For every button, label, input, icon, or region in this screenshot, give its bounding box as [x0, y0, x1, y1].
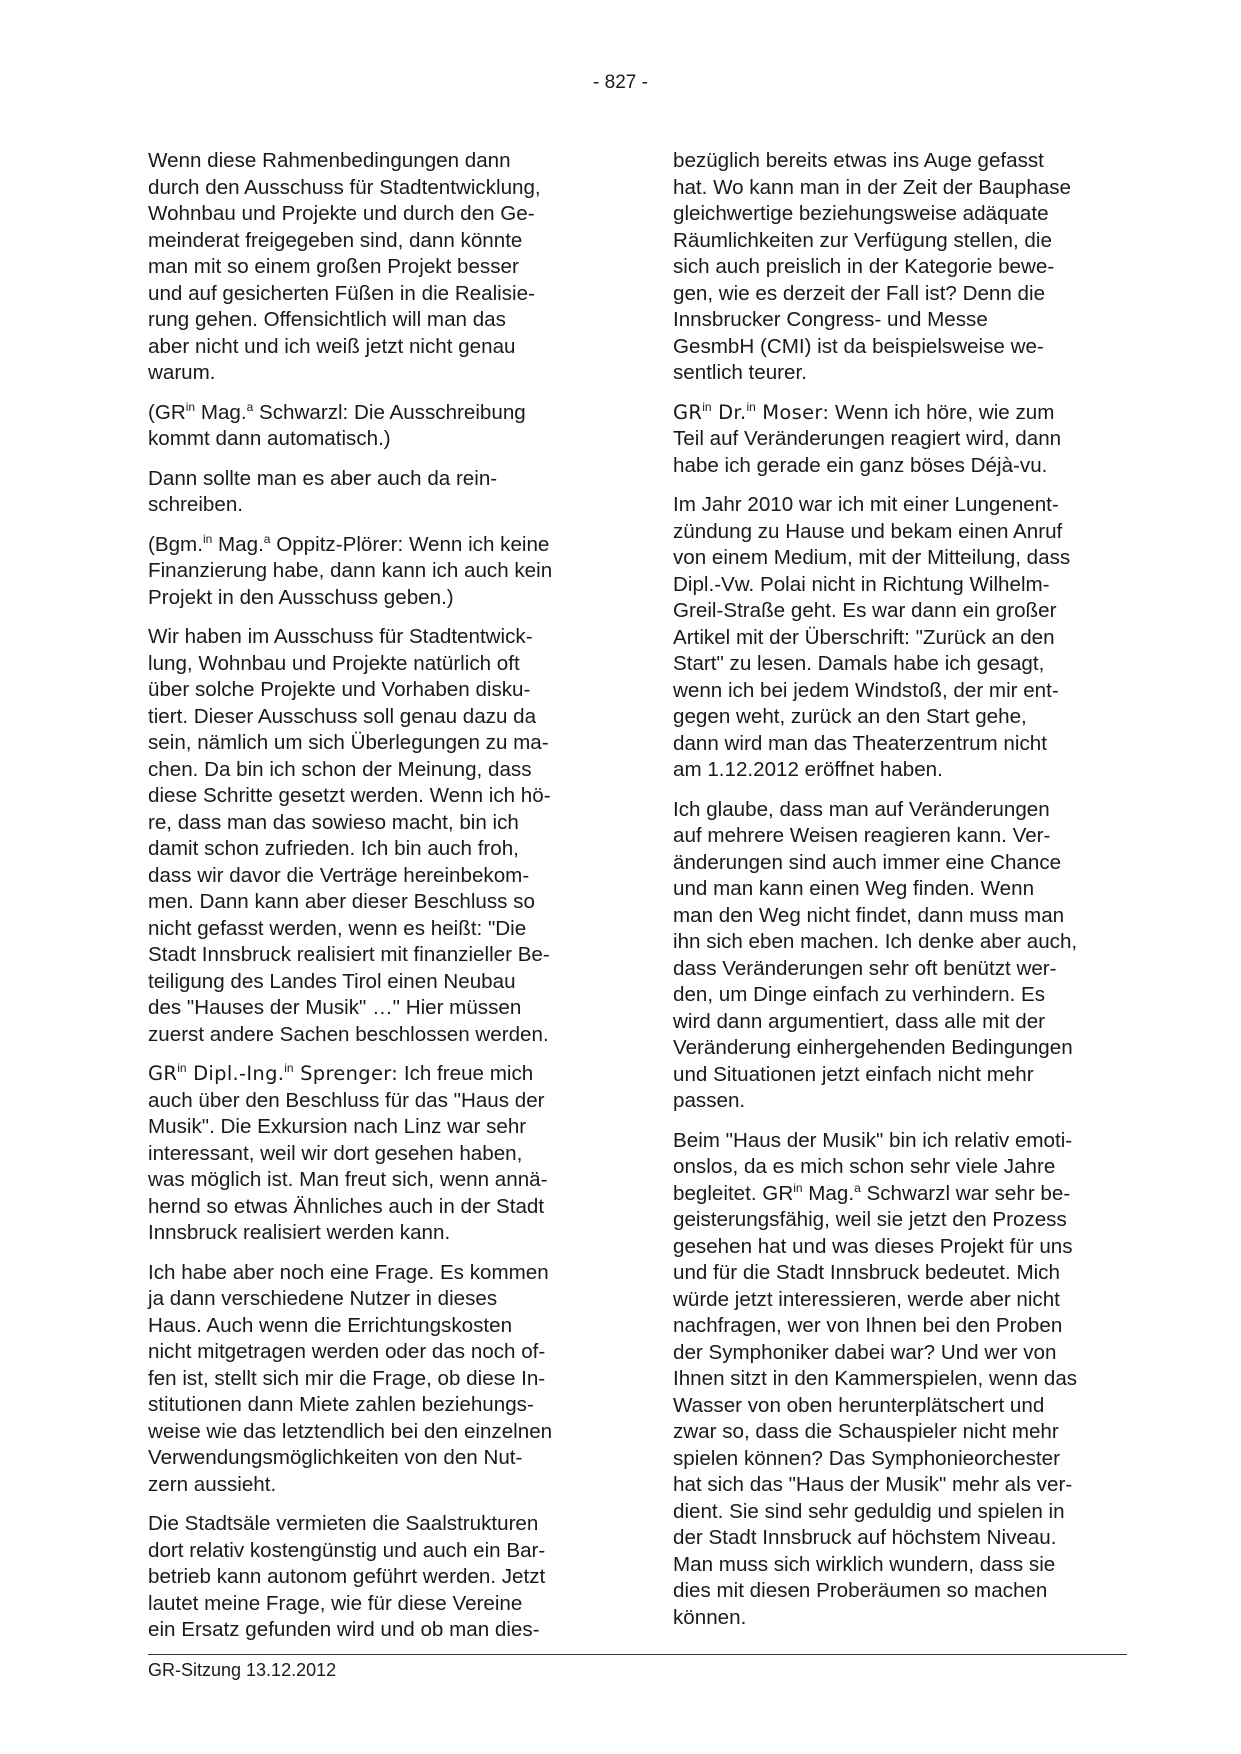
paragraph-line: durch den Ausschuss für Stadtentwicklung,	[148, 175, 541, 199]
paragraph-line: hat. Wo kann man in der Zeit der Bauphase	[673, 175, 1071, 199]
paragraph-line: nachfragen, wer von Ihnen bei den Proben	[673, 1314, 1063, 1337]
speaker-title: (Bgm.	[148, 532, 203, 556]
title-superscript: in	[177, 1061, 187, 1075]
paragraph-line: zern aussieht.	[148, 1472, 277, 1496]
paragraph-line: auch über den Beschluss für das "Haus der	[148, 1088, 545, 1112]
paragraph-line: dies mit diesen Proberäumen so machen	[673, 1579, 1048, 1602]
paragraph-line: kommt dann automatisch.)	[148, 427, 391, 450]
title-superscript: in	[284, 1061, 294, 1075]
paragraph-line: nicht mitgetragen werden oder das noch of-	[148, 1340, 546, 1363]
paragraph	[673, 1128, 1133, 1632]
paragraph-line: der Symphoniker dabei war? Und wer von	[673, 1340, 1057, 1364]
paragraph-line: ja dann verschiedene Nutzer in dieses	[148, 1287, 498, 1310]
paragraph-line: sein, nämlich um sich Überlegungen zu ma-	[148, 731, 549, 754]
paragraph	[148, 1260, 604, 1499]
paragraph-line: zuerst andere Sachen beschlossen werden.	[148, 1022, 549, 1046]
paragraph-line: hernd so etwas Ähnliches auch in der Stadt	[148, 1194, 545, 1218]
paragraph-line: von einem Medium, mit der Mitteilung, dass	[673, 546, 1071, 569]
title-superscript: a	[263, 531, 271, 546]
speech-text: Schwarzl: Die Ausschreibung	[253, 400, 526, 424]
paragraph-line: Verwendungsmöglichkeiten von den Nut-	[148, 1446, 523, 1469]
paragraph-line	[148, 400, 604, 427]
paragraph-line: weise wie das letztendlich bei den einzelnen	[148, 1419, 553, 1443]
speaker-name: Moser:	[755, 400, 830, 424]
paragraph-line: stitutionen dann Miete zahlen beziehungs-	[148, 1393, 534, 1416]
paragraph-line: hat sich das "Haus der Musik" mehr als ver-	[673, 1473, 1073, 1496]
paragraph-line: was möglich ist. Man freut sich, wenn annä-	[148, 1168, 548, 1191]
paragraph-line: re, dass man das sowieso macht, bin ich	[148, 810, 519, 834]
speaker-title: GR	[148, 1062, 178, 1085]
paragraph-line: Beim "Haus der Musik" bin ich relativ emoti-	[673, 1128, 1073, 1152]
paragraph-line: Räumlichkeiten zur Verfügung stellen, die	[673, 228, 1052, 252]
paragraph-line: dann wird man das Theaterzentrum nicht	[673, 731, 1047, 755]
paragraph-line: Die Stadtsäle vermieten die Saalstrukturen	[148, 1512, 539, 1535]
paragraph-line: Wasser von oben herunterplätschert und	[673, 1393, 1045, 1417]
title-superscript: a	[246, 399, 254, 414]
paragraph-line: gleichwertige beziehungsweise adäquate	[673, 202, 1049, 225]
paragraph-line: teiligung des Landes Tirol einen Neubau	[148, 969, 516, 993]
paragraph-line: ein Ersatz gefunden wird und ob man dies-	[148, 1618, 540, 1641]
paragraph-line: und für die Stadt Innsbruck bedeutet. Mich	[673, 1261, 1060, 1284]
paragraph-line: gen, wie es derzeit der Fall ist? Denn die	[673, 281, 1046, 305]
paragraph-line: Dipl.-Vw. Polai nicht in Richtung Wilhelm-	[673, 572, 1050, 596]
paragraph-line: tiert. Dieser Ausschuss soll genau dazu da	[148, 704, 537, 728]
paragraph-line: des "Hauses der Musik" …" Hier müssen	[148, 996, 522, 1019]
paragraph	[673, 148, 1133, 387]
paragraph	[673, 797, 1133, 1115]
paragraph-line: lung, Wohnbau und Projekte natürlich oft	[148, 651, 520, 675]
speaker-title: Dr.	[711, 400, 747, 424]
paragraph-line: gegen weht, zurück an den Start gehe,	[673, 705, 1027, 728]
paragraph-line: man den Weg nicht findet, dann muss man	[673, 903, 1065, 927]
footer-session-label: GR-Sitzung 13.12.2012	[148, 1660, 337, 1680]
paragraph-line: Teil auf Veränderungen reagiert wird, dann	[673, 427, 1062, 450]
paragraph-line: spielen können? Das Symphonieorchester	[673, 1446, 1060, 1470]
interjection-paragraph	[148, 400, 604, 453]
paragraph-line: zwar so, dass die Schauspieler nicht mehr	[673, 1420, 1059, 1443]
paragraph-line: gesehen hat und was dieses Projekt für uns	[673, 1234, 1073, 1258]
paragraph	[148, 624, 604, 1048]
paragraph	[148, 466, 604, 519]
paragraph-line: Start" zu lesen. Damals habe ich gesagt,	[673, 652, 1045, 675]
paragraph-line: bezüglich bereits etwas ins Auge gefasst	[673, 149, 1044, 172]
paragraph-line: Innsbruck realisiert werden kann.	[148, 1221, 451, 1244]
page-number: - 827 -	[593, 72, 648, 93]
paragraph-line: habe ich gerade ein ganz böses Déjà-vu.	[673, 453, 1048, 477]
paragraph-line: dass Veränderungen sehr oft benützt wer-	[673, 956, 1057, 980]
paragraph-line: Wenn diese Rahmenbedingungen dann	[148, 149, 511, 172]
paragraph-line: fen ist, stellt sich mir die Frage, ob diese In-	[148, 1366, 546, 1390]
paragraph-line: Ich glaube, dass man auf Veränderungen	[673, 797, 1050, 821]
paragraph-line: und auf gesicherten Füßen in die Realisie-	[148, 281, 535, 305]
speaker-name: Sprenger:	[293, 1062, 399, 1085]
paragraph-line: wird dann argumentiert, dass alle mit der	[673, 1009, 1046, 1033]
paragraph-line: dass wir davor die Verträge hereinbekom-	[148, 863, 530, 887]
paragraph-line: den, um Dinge einfach zu verhindern. Es	[673, 983, 1046, 1006]
paragraph-line: lautet meine Frage, wie für diese Vereine	[148, 1591, 523, 1615]
paragraph-line: schreiben.	[148, 493, 244, 516]
paragraph-line: damit schon zufrieden. Ich bin auch froh,	[148, 837, 519, 860]
paragraph-line: Greil-Straße geht. Es war dann ein großer	[673, 599, 1057, 622]
paragraph-line: über solche Projekte und Vorhaben disku-	[148, 678, 531, 701]
paragraph-line: Haus. Auch wenn die Errichtungskosten	[148, 1313, 513, 1337]
speech-text: Wenn ich höre, wie zum	[829, 400, 1055, 424]
paragraph-line: Im Jahr 2010 war ich mit einer Lungenent-	[673, 493, 1059, 516]
paragraph-line: Man muss sich wirklich wundern, dass sie	[673, 1552, 1056, 1576]
paragraph-line: betrieb kann autonom geführt werden. Jetzt	[148, 1565, 546, 1588]
paragraph-line: Projekt in den Ausschuss geben.)	[148, 585, 454, 609]
paragraph-line: sich auch preislich in der Kategorie bewe-	[673, 255, 1055, 278]
paragraph-line: am 1.12.2012 eröffnet haben.	[673, 758, 943, 781]
paragraph	[673, 492, 1133, 784]
left-column	[148, 148, 604, 1657]
paragraph-line: diese Schritte gesetzt werden. Wenn ich hö-	[148, 784, 551, 807]
paragraph-line: meinderat freigegeben sind, dann könnte	[148, 228, 523, 252]
paragraph-line: geisterungsfähig, weil sie jetzt den Prozess	[673, 1208, 1067, 1231]
speaker-paragraph	[673, 400, 1133, 480]
paragraph-line: onslos, da es mich schon sehr viele Jahre	[673, 1155, 1056, 1178]
title-superscript: in	[746, 399, 756, 414]
paragraph-line: Innsbrucker Congress- und Messe	[673, 308, 988, 331]
speaker-title: (GR	[148, 400, 186, 424]
line-fragment: begleitet. GR	[673, 1181, 794, 1205]
paragraph-line: Ich habe aber noch eine Frage. Es kommen	[148, 1260, 549, 1284]
paragraph-line: Artikel mit der Überschrift: "Zurück an den	[673, 625, 1055, 649]
paragraph-line: interessant, weil wir dort gesehen haben,	[148, 1141, 523, 1165]
paragraph-line: wenn ich bei jedem Windstoß, der mir ent-	[673, 678, 1059, 702]
speaker-title: Mag.	[195, 400, 247, 424]
paragraph-line: Stadt Innsbruck realisiert mit finanzieller Be-	[148, 943, 550, 966]
paragraph-line: können.	[673, 1605, 747, 1629]
paragraph-line	[673, 400, 1133, 427]
speaker-title: Dipl.-Ing.	[186, 1062, 285, 1085]
line-fragment: Mag.	[802, 1181, 855, 1205]
speech-text: Ich freue mich	[398, 1062, 534, 1085]
paragraph-line: Dann sollte man es aber auch da rein-	[148, 466, 498, 490]
paragraph-line	[673, 1181, 1133, 1208]
paragraph-line: ihn sich eben machen. Ich denke aber auch,	[673, 930, 1078, 953]
paragraph	[148, 1511, 604, 1644]
paragraph-line: Ihnen sitzt in den Kammerspielen, wenn das	[673, 1367, 1078, 1390]
paragraph	[148, 148, 604, 387]
paragraph-line: Veränderung einhergehenden Bedingungen	[673, 1036, 1073, 1059]
speaker-title: GR	[673, 400, 703, 424]
speaker-paragraph	[148, 1061, 604, 1247]
speaker-title: Mag.	[212, 532, 264, 556]
paragraph-line: Finanzierung habe, dann kann ich auch kein	[148, 559, 553, 582]
paragraph-line: GesmbH (CMI) ist da beispielsweise we-	[673, 334, 1044, 358]
paragraph-line: sentlich teurer.	[673, 361, 807, 384]
footer-divider	[148, 1654, 1127, 1655]
paragraph-line: aber nicht und ich weiß jetzt nicht genau	[148, 334, 516, 358]
paragraph-line: der Stadt Innsbruck auf höchstem Niveau.	[673, 1526, 1057, 1549]
paragraph-line: dort relativ kostengünstig und auch ein Bar-	[148, 1538, 546, 1562]
paragraph-line	[148, 1061, 604, 1088]
title-superscript: in	[793, 1180, 803, 1195]
paragraph-line: nicht gefasst werden, wenn es heißt: "Die	[148, 916, 527, 940]
title-superscript: in	[702, 399, 712, 414]
speech-text: Oppitz-Plörer: Wenn ich keine	[270, 532, 550, 556]
interjection-paragraph	[148, 532, 604, 612]
paragraph-line: rung gehen. Offensichtlich will man das	[148, 308, 506, 331]
paragraph-line: chen. Da bin ich schon der Meinung, dass	[148, 757, 532, 781]
paragraph-line: passen.	[673, 1089, 746, 1112]
line-fragment: Schwarzl war sehr be-	[860, 1181, 1071, 1205]
paragraph-line: zündung zu Hause und bekam einen Anruf	[673, 519, 1063, 543]
paragraph-line: Wohnbau und Projekte und durch den Ge-	[148, 202, 535, 225]
paragraph-line: warum.	[148, 361, 216, 384]
paragraph-line: men. Dann kann aber dieser Beschluss so	[148, 890, 535, 913]
paragraph-line: dient. Sie sind sehr geduldig und spielen in	[673, 1499, 1065, 1523]
paragraph-line: Wir haben im Ausschuss für Stadtentwick-	[148, 625, 533, 648]
paragraph-line: auf mehrere Weisen reagieren kann. Ver-	[673, 824, 1051, 847]
paragraph-line: würde jetzt interessieren, werde aber nicht	[673, 1287, 1060, 1311]
title-superscript: in	[185, 399, 196, 414]
paragraph-line	[148, 532, 604, 559]
paragraph-line: man mit so einem großen Projekt besser	[148, 255, 519, 278]
title-superscript: a	[854, 1180, 861, 1195]
paragraph-line: und Situationen jetzt einfach nicht mehr	[673, 1062, 1034, 1086]
paragraph-line: änderungen sind auch immer eine Chance	[673, 850, 1062, 874]
right-column	[673, 148, 1133, 1644]
paragraph-line: Musik". Die Exkursion nach Linz war sehr	[148, 1115, 527, 1138]
paragraph-line: und man kann einen Weg finden. Wenn	[673, 877, 1035, 900]
title-superscript: in	[202, 531, 213, 546]
